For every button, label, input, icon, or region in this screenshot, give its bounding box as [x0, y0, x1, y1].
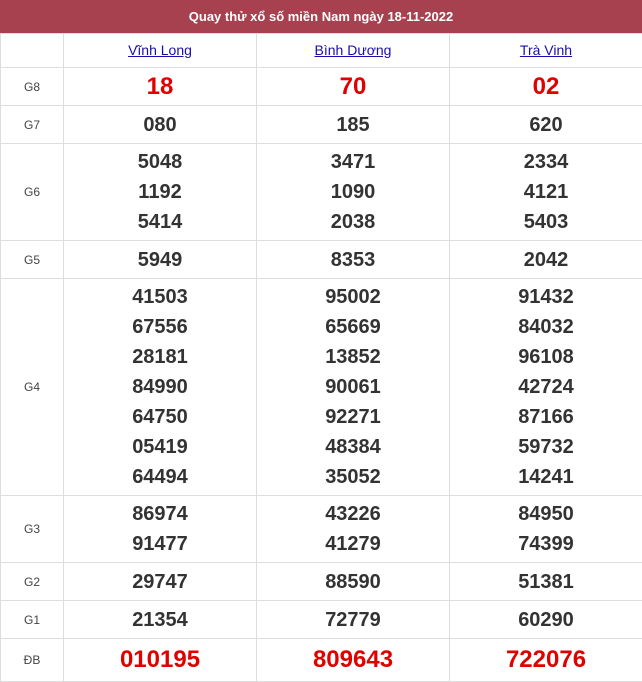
- prize-label: G2: [1, 563, 64, 601]
- prize-number: 90061: [257, 372, 449, 402]
- prize-number: 1090: [257, 177, 449, 207]
- prize-number: 70: [257, 72, 449, 102]
- prize-cell: [64, 106, 257, 144]
- prize-number: 28181: [64, 342, 256, 372]
- prize-row-g3: [1, 496, 642, 563]
- prize-number: 5949: [64, 245, 256, 275]
- prize-number: 67556: [64, 312, 256, 342]
- prize-label: G7: [1, 106, 64, 144]
- corner-cell: [1, 34, 64, 68]
- prize-row-g8: [1, 68, 642, 106]
- prize-label: G6: [1, 144, 64, 241]
- prize-row-db: [1, 639, 642, 682]
- prize-number: 02: [450, 72, 642, 102]
- prize-number: 51381: [450, 567, 642, 597]
- prize-cell: [450, 639, 642, 682]
- prize-row-g6: [1, 144, 642, 241]
- prize-cell: [257, 279, 450, 496]
- prize-number: 35052: [257, 462, 449, 492]
- prize-cell: [64, 279, 257, 496]
- prize-cell: [450, 563, 642, 601]
- prize-cell: [257, 496, 450, 563]
- prize-number: 91432: [450, 282, 642, 312]
- prize-cell: [64, 68, 257, 106]
- prize-number: 84950: [450, 499, 642, 529]
- prize-number: 21354: [64, 605, 256, 635]
- prize-number: 59732: [450, 432, 642, 462]
- prize-number: 48384: [257, 432, 449, 462]
- prize-number: 2042: [450, 245, 642, 275]
- prize-cell: [257, 601, 450, 639]
- prize-number: 1192: [64, 177, 256, 207]
- results-table: [0, 33, 642, 682]
- province-cell: [257, 34, 450, 68]
- prize-row-g2: [1, 563, 642, 601]
- prize-label: ĐB: [1, 639, 64, 682]
- prize-number: 65669: [257, 312, 449, 342]
- province-cell: [64, 34, 257, 68]
- prize-cell: [257, 241, 450, 279]
- prize-row-g4: [1, 279, 642, 496]
- prize-number: 91477: [64, 529, 256, 559]
- prize-cell: [64, 601, 257, 639]
- prize-number: 41279: [257, 529, 449, 559]
- prize-number: 4121: [450, 177, 642, 207]
- prize-cell: [450, 68, 642, 106]
- prize-number: 74399: [450, 529, 642, 559]
- prize-cell: [257, 144, 450, 241]
- prize-cell: [64, 241, 257, 279]
- prize-number: 43226: [257, 499, 449, 529]
- prize-row-g1: [1, 601, 642, 639]
- prize-cell: [64, 144, 257, 241]
- prize-number: 080: [64, 110, 256, 140]
- prize-number: 722076: [450, 645, 642, 675]
- prize-number: 84990: [64, 372, 256, 402]
- prize-label: G4: [1, 279, 64, 496]
- prize-number: 72779: [257, 605, 449, 635]
- prize-number: 84032: [450, 312, 642, 342]
- prize-number: 5403: [450, 207, 642, 237]
- prize-number: 185: [257, 110, 449, 140]
- prize-cell: [450, 279, 642, 496]
- prize-number: 64750: [64, 402, 256, 432]
- prize-number: 5414: [64, 207, 256, 237]
- prize-number: 29747: [64, 567, 256, 597]
- province-link-vinh-long[interactable]: Vĩnh Long: [128, 42, 192, 58]
- prize-number: 88590: [257, 567, 449, 597]
- prize-cell: [257, 639, 450, 682]
- page-title: Quay thử xổ số miền Nam ngày 18-11-2022: [0, 0, 642, 33]
- prize-number: 64494: [64, 462, 256, 492]
- prize-row-g5: [1, 241, 642, 279]
- prize-cell: [450, 601, 642, 639]
- prize-cell: [450, 241, 642, 279]
- province-link-binh-duong[interactable]: Bình Dương: [315, 42, 392, 58]
- province-link-tra-vinh[interactable]: Trà Vinh: [520, 42, 572, 58]
- prize-label: G8: [1, 68, 64, 106]
- province-cell: [450, 34, 642, 68]
- prize-cell: [257, 68, 450, 106]
- prize-number: 41503: [64, 282, 256, 312]
- prize-number: 87166: [450, 402, 642, 432]
- prize-number: 2334: [450, 147, 642, 177]
- prize-cell: [64, 639, 257, 682]
- prize-number: 60290: [450, 605, 642, 635]
- prize-row-g7: [1, 106, 642, 144]
- prize-number: 14241: [450, 462, 642, 492]
- prize-number: 95002: [257, 282, 449, 312]
- prize-cell: [257, 563, 450, 601]
- prize-number: 8353: [257, 245, 449, 275]
- prize-label: G5: [1, 241, 64, 279]
- prize-number: 5048: [64, 147, 256, 177]
- prize-number: 18: [64, 72, 256, 102]
- prize-number: 809643: [257, 645, 449, 675]
- prize-label: G3: [1, 496, 64, 563]
- prize-number: 010195: [64, 645, 256, 675]
- prize-number: 42724: [450, 372, 642, 402]
- prize-cell: [450, 144, 642, 241]
- prize-label: G1: [1, 601, 64, 639]
- prize-number: 96108: [450, 342, 642, 372]
- prize-cell: [450, 106, 642, 144]
- prize-number: 3471: [257, 147, 449, 177]
- prize-number: 86974: [64, 499, 256, 529]
- prize-number: 92271: [257, 402, 449, 432]
- province-header-row: [1, 34, 642, 68]
- prize-cell: [64, 563, 257, 601]
- prize-number: 620: [450, 110, 642, 140]
- prize-number: 05419: [64, 432, 256, 462]
- prize-cell: [64, 496, 257, 563]
- prize-cell: [257, 106, 450, 144]
- prize-number: 2038: [257, 207, 449, 237]
- prize-number: 13852: [257, 342, 449, 372]
- prize-cell: [450, 496, 642, 563]
